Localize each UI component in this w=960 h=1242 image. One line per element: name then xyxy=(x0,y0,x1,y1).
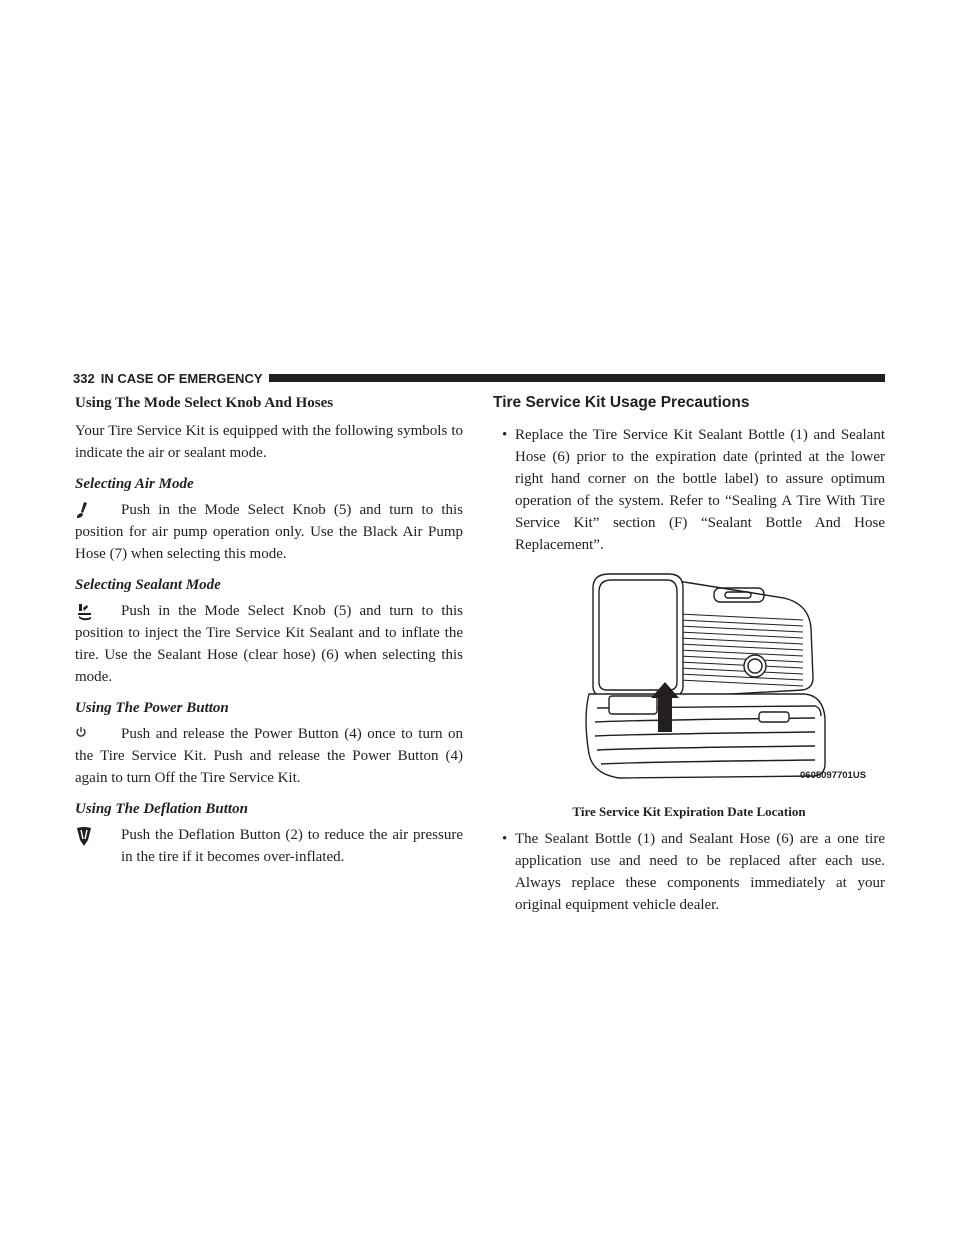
left-column xyxy=(75,392,463,868)
sealant-mode-text: Push in the Mode Select Knob (5) and turn to this position to inject the Tire Service Kit Sealant and to inflate the tire. Use the Sealant Hose (clear hose) (6) when selecting this mode. xyxy=(75,603,463,685)
power-block xyxy=(75,723,463,789)
list-item xyxy=(493,424,885,556)
bullet-icon: • xyxy=(502,427,508,443)
power-text: Push and release the Power Button (4) once to turn on the Tire Service Kit. Push and release the Power Button (4) again to turn Off the Tire Service Kit. xyxy=(75,726,463,786)
power-button-title: Using The Power Button xyxy=(75,700,229,716)
deflation-icon xyxy=(75,826,93,853)
section-title: IN CASE OF EMERGENCY xyxy=(100,370,263,386)
air-mode-title: Selecting Air Mode xyxy=(75,476,194,492)
bullet-icon: • xyxy=(502,831,508,847)
page-number: 332 xyxy=(73,370,95,386)
right-column xyxy=(493,392,885,916)
air-mode-icon xyxy=(75,501,91,526)
sealant-mode-title: Selecting Sealant Mode xyxy=(75,577,221,593)
intro-paragraph: Your Tire Service Kit is equipped with the following symbols to indicate the air or sealant mode. xyxy=(75,423,463,461)
air-mode-block xyxy=(75,499,463,565)
page-header xyxy=(73,370,885,386)
tire-service-kit-illustration xyxy=(579,568,829,786)
deflation-block xyxy=(75,824,463,868)
air-mode-text: Push in the Mode Select Knob (5) and turn to this position for air pump operation only. Use the Black Air Pump Hose (7) when selecting this mode. xyxy=(75,502,463,562)
figure-caption: Tire Service Kit Expiration Date Location xyxy=(572,804,806,819)
deflation-button-title: Using The Deflation Button xyxy=(75,801,248,817)
bullet-text-2: The Sealant Bottle (1) and Sealant Hose (6) are a one tire application use and need to be replaced after each use. Always replace these components immediately at your original equipment vehicle dealer. xyxy=(515,831,885,913)
sealant-mode-block xyxy=(75,600,463,688)
sealant-mode-icon xyxy=(75,602,95,627)
kit-figure xyxy=(493,568,885,802)
figure-code: 0605097701US xyxy=(800,770,867,781)
deflation-text: Push the Deflation Button (2) to reduce the air pressure in the tire if it becomes over-inflated. xyxy=(121,827,463,865)
power-icon xyxy=(75,725,87,743)
list-item xyxy=(493,828,885,916)
bullet-text-1: Replace the Tire Service Kit Sealant Bottle (1) and Sealant Hose (6) prior to the expiration date (printed at the lower right hand corner on the bottle label) to assure optimum operation of the system. Refer to “Sealing A Tire With Tire Service Kit” section (F) “Sealant Bottle And Hose Replacement”. xyxy=(515,427,885,553)
header-rule xyxy=(269,374,886,382)
mode-knob-heading: Using The Mode Select Knob And Hoses xyxy=(75,395,334,411)
precautions-heading: Tire Service Kit Usage Precautions xyxy=(493,394,750,411)
